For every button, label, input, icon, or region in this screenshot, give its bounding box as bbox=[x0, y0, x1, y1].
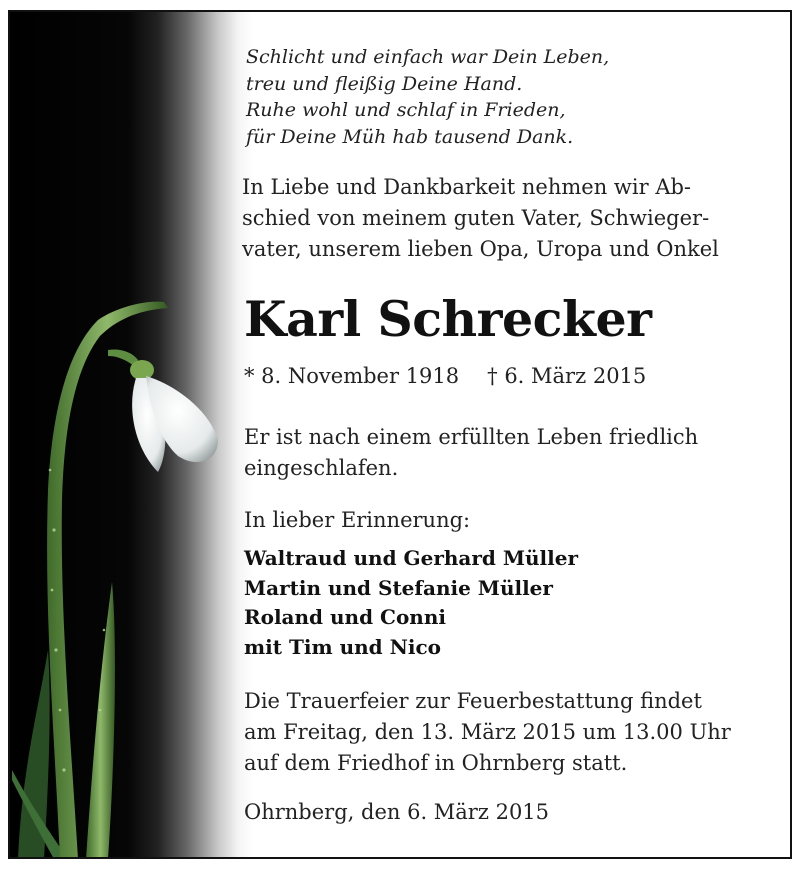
mourners-list bbox=[244, 544, 578, 662]
mourner-line: Martin und Stefanie Müller bbox=[244, 575, 553, 600]
funeral-line: auf dem Friedhof in Ohrnberg statt. bbox=[244, 751, 628, 775]
place-date: Ohrnberg, den 6. März 2015 bbox=[244, 800, 550, 824]
intro-text bbox=[242, 172, 719, 265]
intro-line: vater, unserem lieben Opa, Uropa und Onkel bbox=[242, 237, 719, 261]
intro-line: In Liebe und Dankbarkeit nehmen wir Ab- bbox=[242, 175, 692, 199]
memory-label: In lieber Erinnerung: bbox=[244, 508, 471, 532]
snowdrop-image bbox=[8, 10, 268, 859]
mourner-line: Roland und Conni bbox=[244, 605, 446, 629]
message-line: eingeschlafen. bbox=[244, 456, 399, 480]
poem-line: für Deine Müh hab tausend Dank. bbox=[246, 125, 574, 148]
birth-date: * 8. November 1918 bbox=[244, 364, 460, 388]
death-date: † 6. März 2015 bbox=[487, 364, 647, 388]
mourner-line: Waltraud und Gerhard Müller bbox=[244, 546, 578, 570]
funeral-line: am Freitag, den 13. März 2015 um 13.00 Uhr bbox=[244, 720, 731, 744]
poem-line: Ruhe wohl und schlaf in Frieden, bbox=[246, 99, 566, 121]
obituary-notice bbox=[8, 10, 792, 859]
deceased-name: Karl Schrecker bbox=[244, 290, 652, 348]
poem-line: Schlicht und einfach war Dein Leben, bbox=[246, 46, 610, 68]
message-line: Er ist nach einem erfüllten Leben friedlich bbox=[244, 425, 699, 449]
life-dates bbox=[244, 364, 646, 388]
message-text bbox=[244, 422, 698, 484]
snowdrop-flower-icon bbox=[8, 10, 268, 859]
poem-line: treu und fleißig Deine Hand. bbox=[246, 72, 523, 95]
poem bbox=[246, 44, 609, 150]
mourner-line: mit Tim und Nico bbox=[244, 634, 441, 659]
intro-line: schied von meinem guten Vater, Schwieger- bbox=[242, 206, 710, 230]
funeral-info bbox=[244, 686, 731, 779]
funeral-line: Die Trauerfeier zur Feuerbestattung findet bbox=[244, 689, 702, 713]
